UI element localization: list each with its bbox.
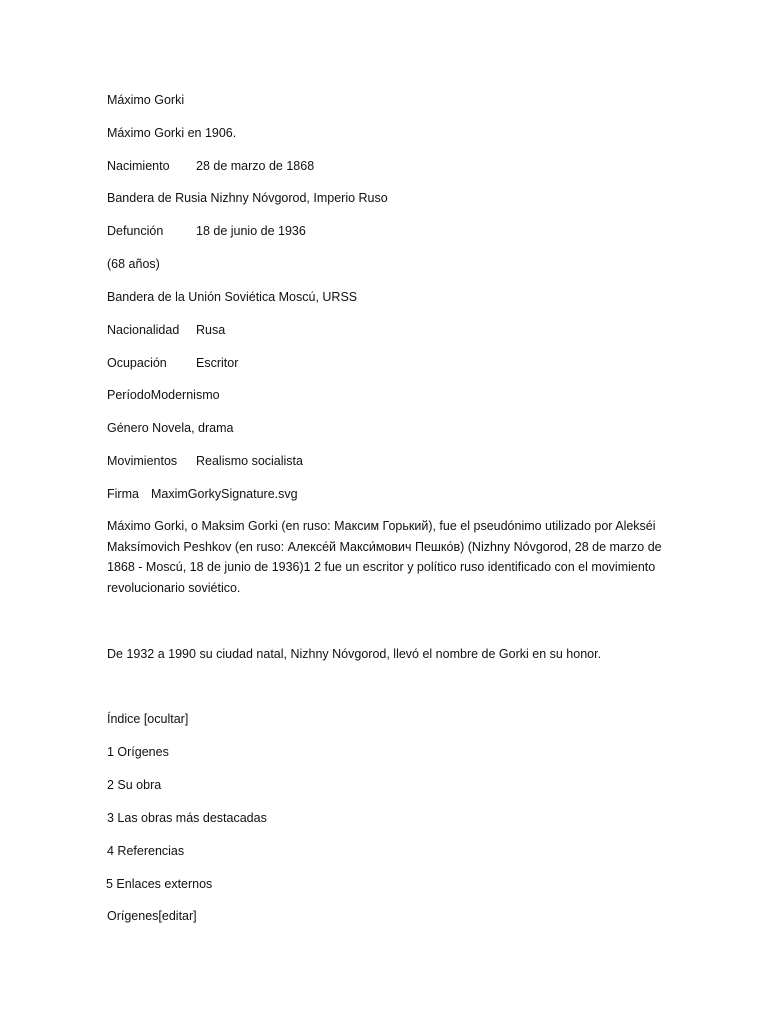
toc-item: 3 Las obras más destacadas — [107, 811, 267, 825]
infobox-signature-row — [107, 486, 298, 502]
death-place: Bandera de la Unión Soviética Moscú, URSS — [107, 290, 358, 304]
infobox-movements-row — [107, 453, 303, 469]
infobox-nationality-row — [107, 322, 225, 338]
signature-value: MaximGorkySignature.svg — [151, 487, 298, 501]
city-paragraph: De 1932 a 1990 su ciudad natal, Nizhny Nóvgorod, llevó el nombre de Gorki en su honor. — [107, 647, 602, 661]
infobox-occupation-row — [107, 355, 238, 371]
movements-label: Movimientos — [107, 454, 178, 468]
toc-item: 4 Referencias — [107, 844, 185, 858]
occupation-value: Escritor — [196, 356, 239, 370]
death-value: 18 de junio de 1936 — [196, 224, 306, 238]
occupation-label: Ocupación — [107, 356, 167, 370]
genre-row: Género Novela, drama — [107, 421, 234, 435]
section-heading: Orígenes[editar] — [107, 909, 197, 923]
nationality-value: Rusa — [196, 323, 226, 337]
death-label: Defunción — [107, 224, 164, 238]
birth-value: 28 de marzo de 1868 — [196, 159, 315, 173]
intro-paragraph: Máximo Gorki, o Maksim Gorki (en ruso: Максим Горький), fue el pseudónimo utilizado por Alekséi Maksímovich Peshkov (en ruso: Алексе́й Макси́мович Пешко́в) (Nizhny Nóvgorod, 28 de marzo de 1868 - Moscú, 18 de junio de 1936)1 2 fue un escritor y político ruso identificado con el movimiento revolucionario soviético. — [107, 519, 662, 595]
toc-item: 2 Su obra — [107, 778, 162, 792]
birth-place: Bandera de Rusia Nizhny Nóvgorod, Imperio Ruso — [107, 191, 388, 205]
toc-item: 5 Enlaces externos — [106, 877, 213, 891]
document-title: Máximo Gorki — [107, 93, 185, 107]
toc-heading: Índice [ocultar] — [107, 712, 189, 726]
death-age: (68 años) — [107, 257, 160, 271]
image-caption: Máximo Gorki en 1906. — [107, 126, 237, 140]
signature-label: Firma — [107, 487, 139, 501]
birth-label: Nacimiento — [107, 159, 170, 173]
nationality-label: Nacionalidad — [107, 323, 180, 337]
infobox-birth-row — [107, 158, 314, 174]
infobox-death-row — [107, 223, 306, 239]
toc-item: 1 Orígenes — [107, 745, 169, 759]
period-row: PeríodoModernismo — [107, 388, 220, 402]
movements-value: Realismo socialista — [196, 454, 303, 468]
